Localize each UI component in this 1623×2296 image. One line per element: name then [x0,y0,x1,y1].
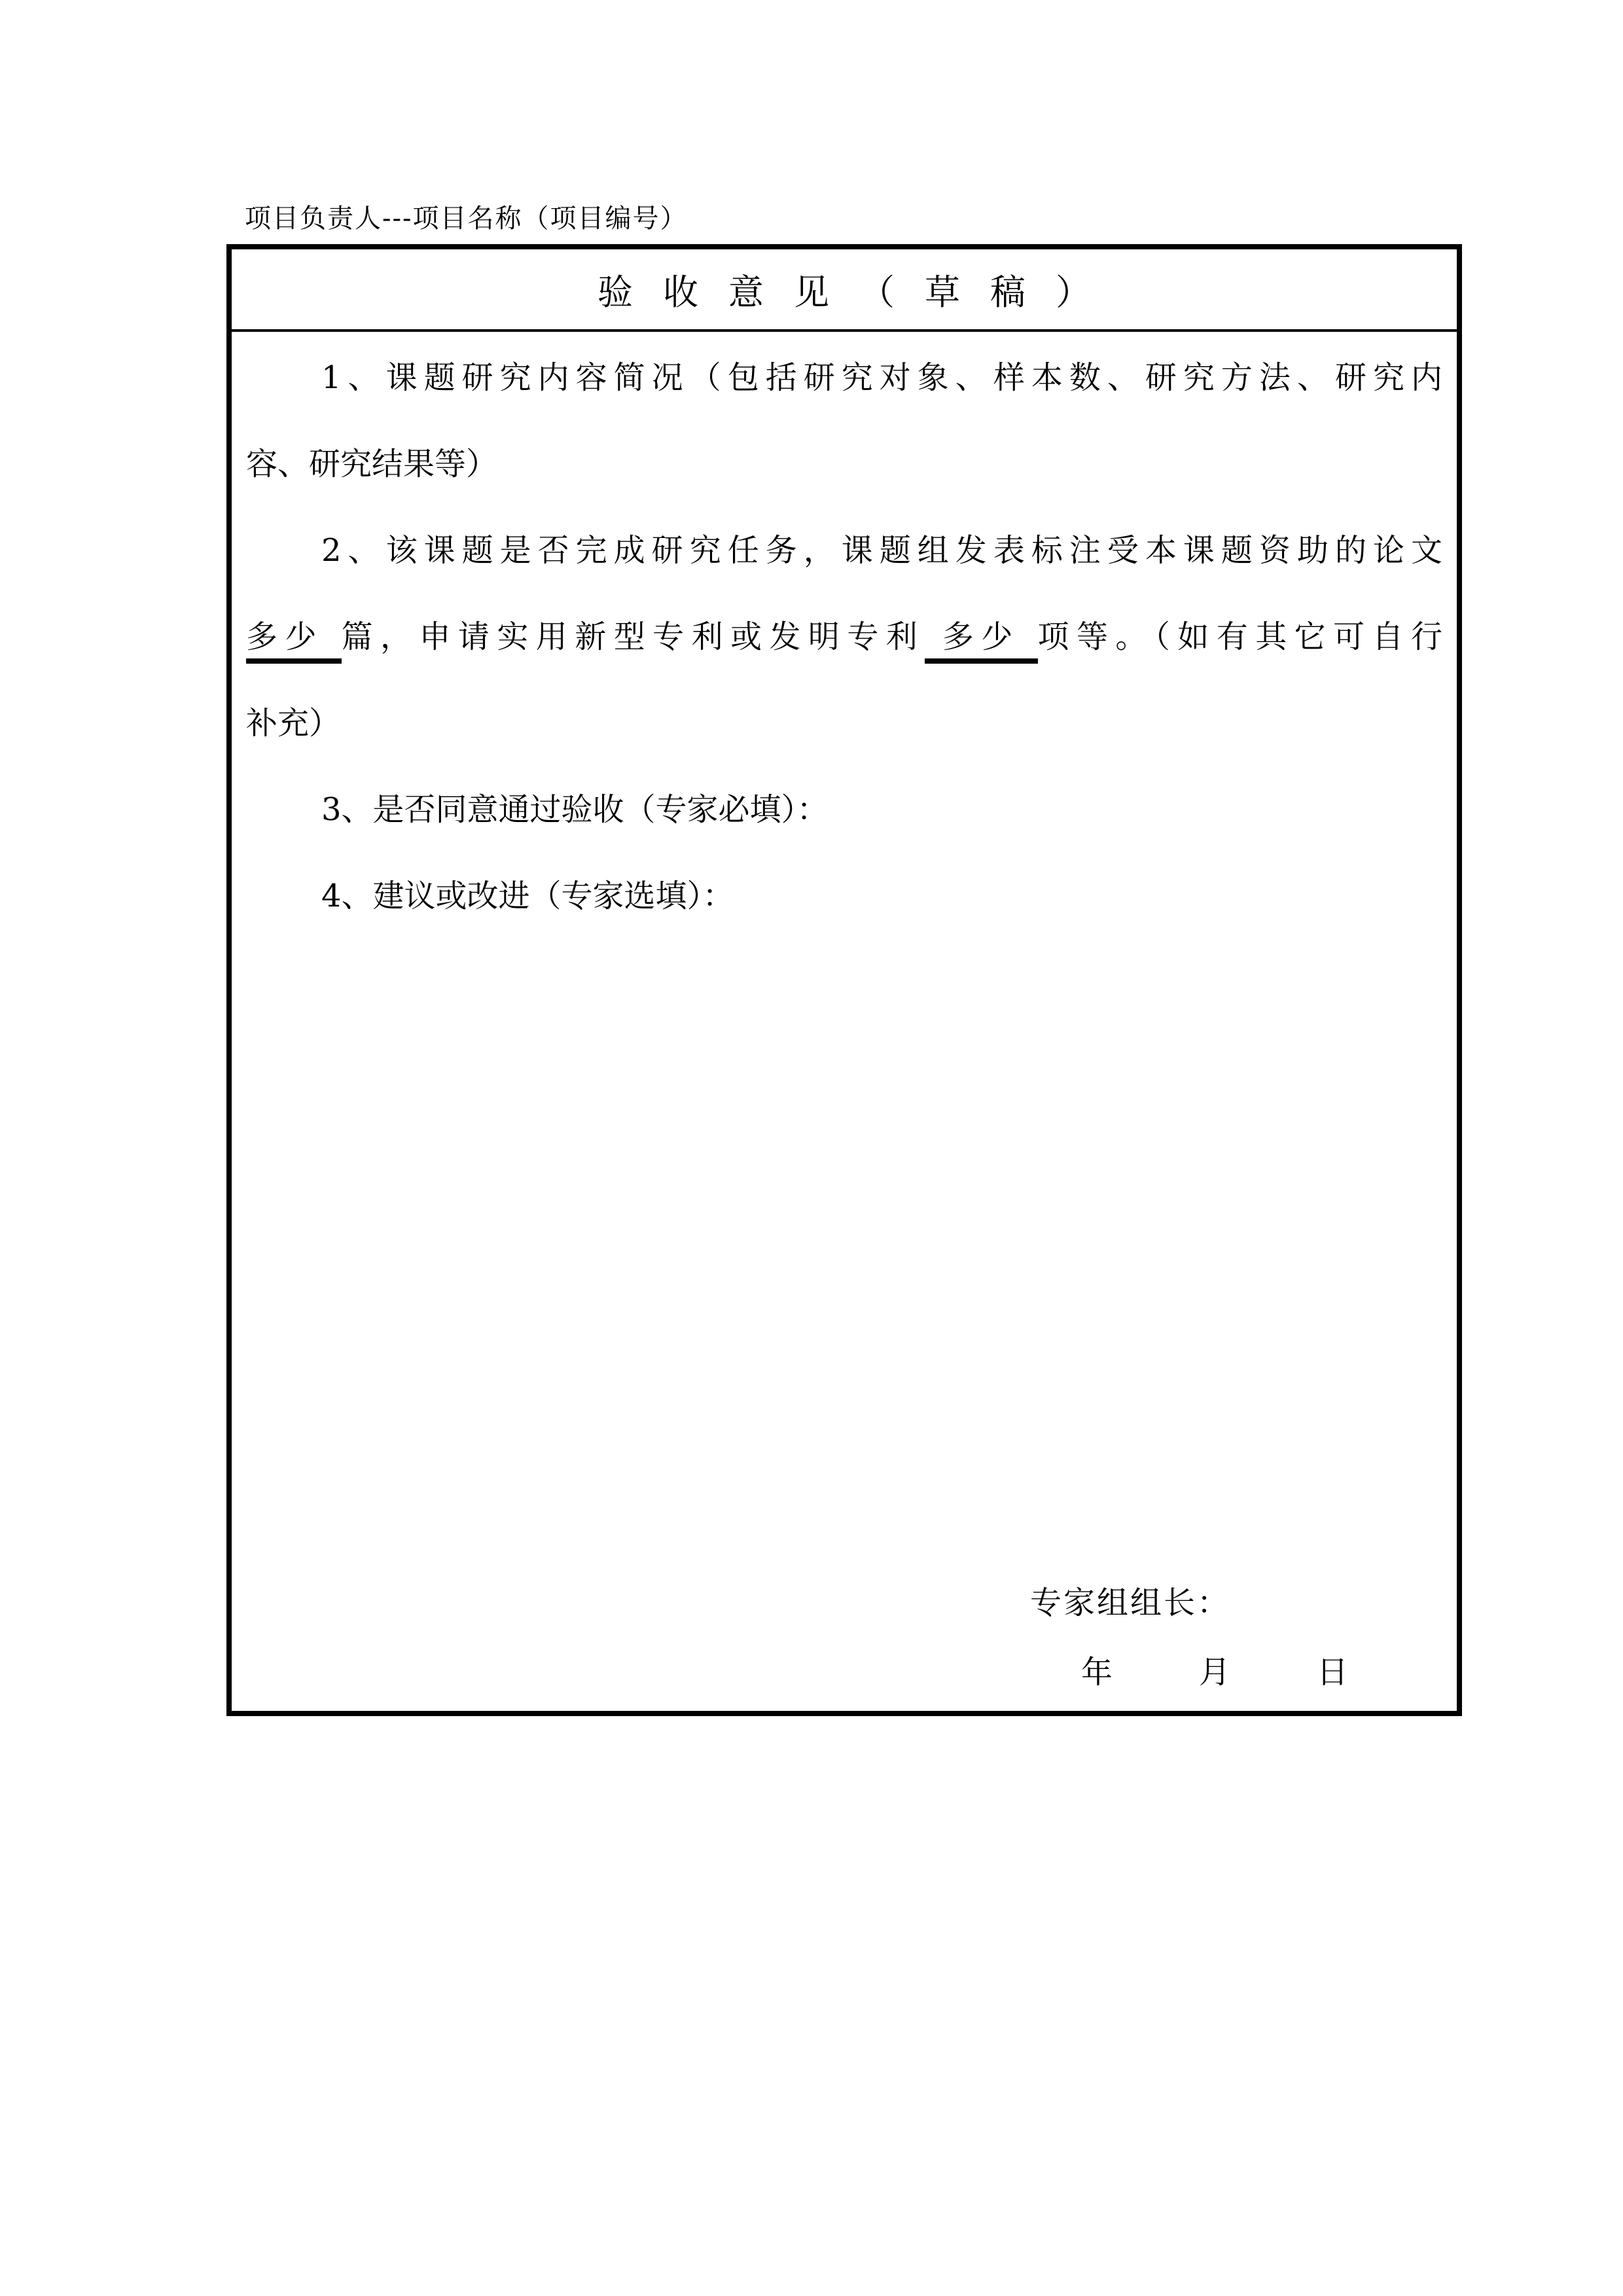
header-label: 项目负责人---项目名称（项目编号） [245,204,688,234]
blank-underline: 多少 [246,619,342,664]
text-segment: 篇，申请实用新型专利或发明专利 [341,619,925,655]
date-row [1081,1653,1348,1691]
date-year: 年 [1081,1654,1113,1691]
item1-line1: 1、课题研究内容简况（包括研究对象、样本数、研究方法、研究内 [321,359,1442,396]
item3-line: 3、是否同意通过验收（专家必填）： [321,791,829,828]
date-day: 日 [1317,1654,1349,1691]
item2-line1: 2、该课题是否完成研究任务，课题组发表标注受本课题资助的论文 [321,532,1442,569]
date-month: 月 [1199,1654,1231,1691]
item2-line2 [246,618,1442,656]
title-row [232,249,1457,332]
text-segment: 项等。（如有其它可自行 [1037,619,1442,655]
signature-label: 专家组组长： [1030,1585,1231,1621]
item1-line2: 容、研究结果等） [246,446,498,482]
blank-underline: 多少 [925,619,1037,664]
document-title: 验收意见（草稿） [597,271,1121,313]
item2-line3: 补充） [246,705,341,742]
item4-line: 4、建议或改进（专家选填）： [321,878,734,914]
